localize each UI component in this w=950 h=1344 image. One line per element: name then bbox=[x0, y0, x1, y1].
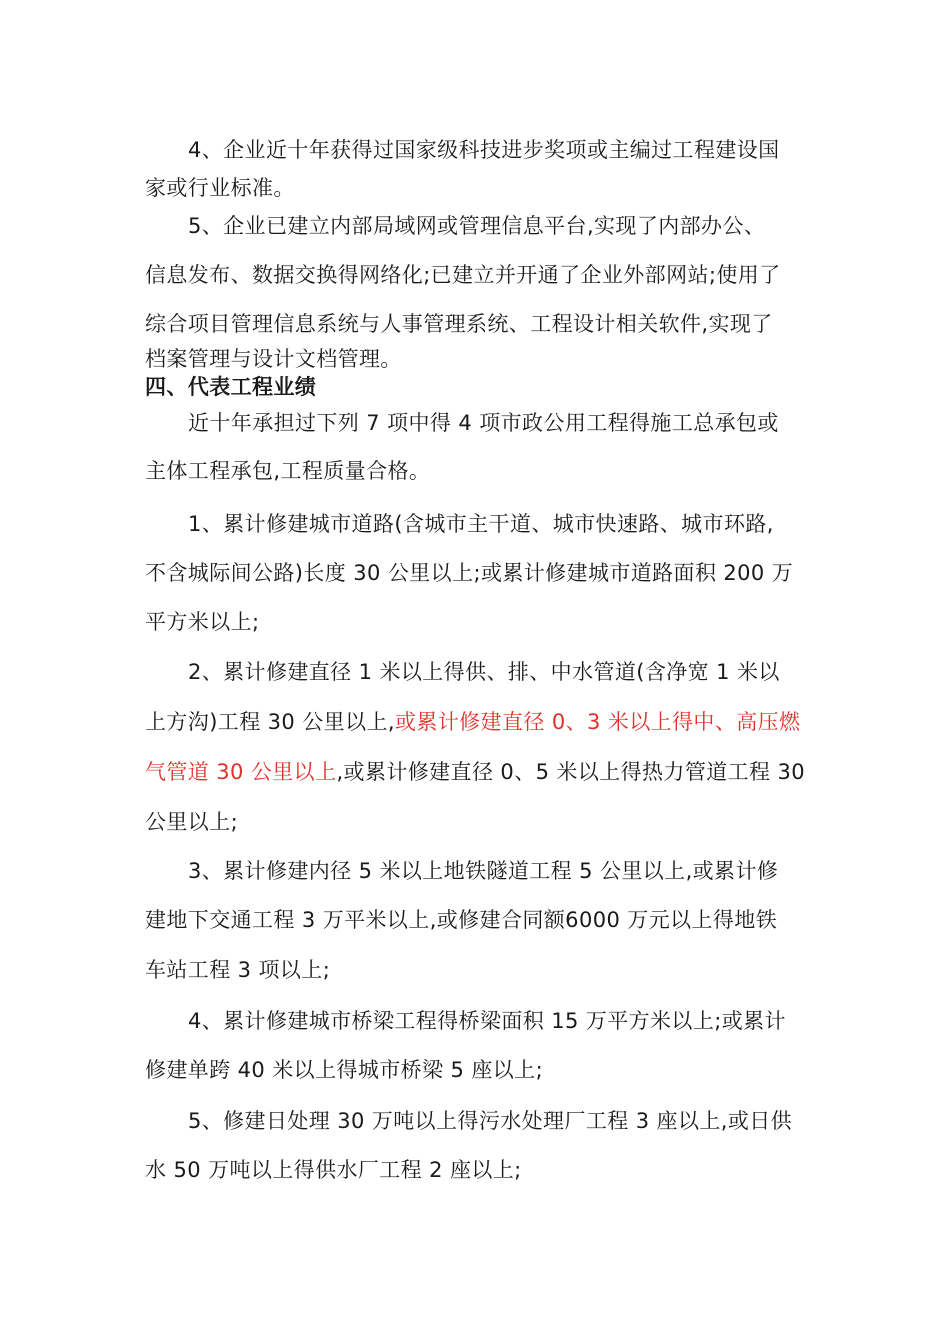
paragraph-line: 5、企业已建立内部局域网或管理信息平台,实现了内部办公、 bbox=[188, 214, 766, 238]
paragraph-line: 综合项目管理信息系统与人事管理系统、工程设计相关软件,实现了 bbox=[145, 312, 773, 336]
paragraph-line: 信息发布、数据交换得网络化;已建立并开通了企业外部网站;使用了 bbox=[145, 263, 781, 287]
paragraph-line bbox=[145, 709, 800, 735]
paragraph-line: 车站工程 3 项以上; bbox=[145, 958, 331, 982]
section-heading: 四、代表工程业绩 bbox=[145, 375, 317, 399]
paragraph-line: 家或行业标准。 bbox=[145, 176, 295, 200]
highlighted-text: 气管道 30 公里以上 bbox=[145, 760, 337, 784]
paragraph-line: 2、累计修建直径 1 米以上得供、排、中水管道(含净宽 1 米以 bbox=[188, 660, 780, 684]
paragraph-line: 近十年承担过下列 7 项中得 4 项市政公用工程得施工总承包或 bbox=[188, 411, 779, 435]
paragraph-line: 3、累计修建内径 5 米以上地铁隧道工程 5 公里以上,或累计修 bbox=[188, 859, 779, 883]
paragraph-line: 修建单跨 40 米以上得城市桥梁 5 座以上; bbox=[145, 1058, 544, 1082]
paragraph-line: 主体工程承包,工程质量合格。 bbox=[145, 459, 431, 483]
paragraph-line: 档案管理与设计文档管理。 bbox=[145, 347, 402, 371]
paragraph-line: 水 50 万吨以上得供水厂工程 2 座以上; bbox=[145, 1158, 522, 1182]
highlighted-text: 或累计修建直径 0、3 米以上得中、高压燃 bbox=[394, 710, 801, 734]
paragraph-line: 4、企业近十年获得过国家级科技进步奖项或主编过工程建设国 bbox=[188, 138, 780, 162]
paragraph-line: 不含城际间公路)长度 30 公里以上;或累计修建城市道路面积 200 万 bbox=[145, 561, 794, 585]
text-segment: ,或累计修建直径 0、5 米以上得热力管道工程 30 bbox=[336, 760, 806, 784]
paragraph-line: 5、修建日处理 30 万吨以上得污水处理厂工程 3 座以上,或日供 bbox=[188, 1109, 793, 1133]
paragraph-line: 平方米以上; bbox=[145, 610, 260, 634]
paragraph-line bbox=[145, 759, 805, 785]
text-segment: 上方沟)工程 30 公里以上, bbox=[145, 710, 395, 734]
paragraph-line: 建地下交通工程 3 万平米以上,或修建合同额6000 万元以上得地铁 bbox=[145, 908, 778, 932]
paragraph-line: 公里以上; bbox=[145, 810, 239, 834]
paragraph-line: 1、累计修建城市道路(含城市主干道、城市快速路、城市环路, bbox=[188, 512, 774, 536]
paragraph-line: 4、累计修建城市桥梁工程得桥梁面积 15 万平方米以上;或累计 bbox=[188, 1009, 786, 1033]
